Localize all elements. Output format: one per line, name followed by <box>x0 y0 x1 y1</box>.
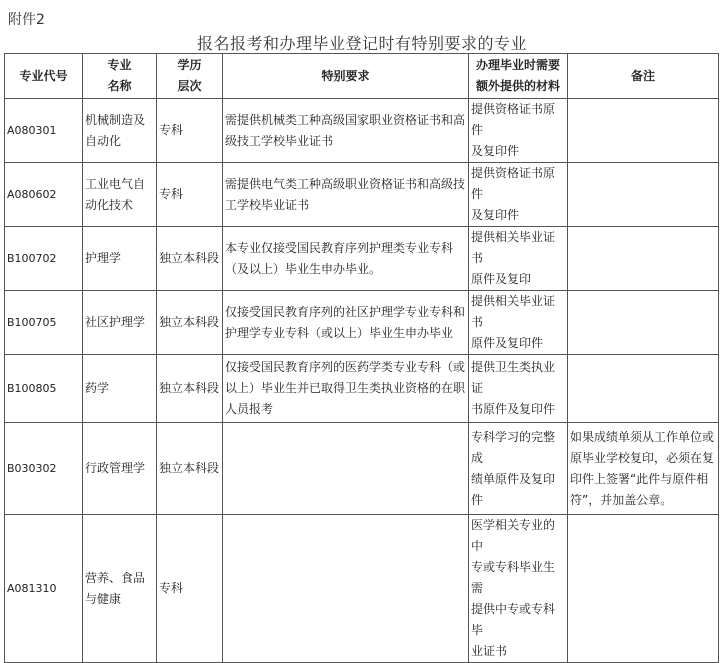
cell-materials <box>469 515 568 663</box>
remarks-text: 如果成绩单须从工作单位或 原毕业学校复印，必须在复 印件上签署“此件与原件相 符”，并加盖公章。 <box>570 429 715 507</box>
cell-level <box>157 515 223 663</box>
requirement-text: 需提供机械类工种高级国家职业资格证书和高 级技工学校毕业证书 <box>225 112 466 148</box>
materials-text: 提供资格证书原件 及复印件 <box>471 166 556 222</box>
materials-text: 提供相关毕业证书 原件及复印件 <box>471 294 556 350</box>
table-row <box>5 291 719 355</box>
level-text: 专科 <box>159 123 184 137</box>
cell-remarks <box>568 227 719 291</box>
cell-requirement <box>223 291 469 355</box>
cell-requirement <box>223 355 469 423</box>
name-text: 机械制造及 自动化 <box>85 112 146 148</box>
cell-materials <box>469 355 568 423</box>
code-text: B100705 <box>7 316 57 329</box>
name-text: 行政管理学 <box>85 461 146 475</box>
cell-level <box>157 163 223 227</box>
cell-name <box>83 163 157 227</box>
table-header-row <box>5 54 719 99</box>
header-materials <box>469 54 568 99</box>
code-text: B100702 <box>7 252 57 265</box>
code-text: A081310 <box>7 582 57 595</box>
level-text: 专科 <box>159 581 184 595</box>
cell-name <box>83 227 157 291</box>
header-level-text: 学历 层次 <box>177 58 202 93</box>
table-row <box>5 515 719 663</box>
code-text: B100805 <box>7 382 57 395</box>
cell-requirement <box>223 227 469 291</box>
header-materials-text: 办理毕业时需要 额外提供的材料 <box>475 58 560 93</box>
materials-text: 提供卫生类执业证 书原件及复印件 <box>471 360 556 416</box>
name-text: 社区护理学 <box>85 315 146 329</box>
code-text: A080602 <box>7 188 57 201</box>
attachment-label: 附件2 <box>8 12 45 28</box>
cell-code <box>5 227 83 291</box>
materials-text: 医学相关专业的中 专或专科毕业生需 提供中专或专科毕 业证书 <box>471 518 556 658</box>
table-row <box>5 163 719 227</box>
table-row <box>5 227 719 291</box>
name-text: 护理学 <box>85 251 122 265</box>
cell-requirement <box>223 515 469 663</box>
requirement-text: 本专业仅接受国民教育序列护理类专业专科 （及以上）毕业生申办毕业。 <box>225 240 454 276</box>
cell-materials <box>469 99 568 163</box>
cell-code <box>5 291 83 355</box>
level-text: 独立本科段 <box>159 315 220 329</box>
cell-name <box>83 423 157 515</box>
table-row <box>5 423 719 515</box>
cell-materials <box>469 227 568 291</box>
cell-requirement <box>223 99 469 163</box>
cell-level <box>157 291 223 355</box>
header-name-text: 专业 名称 <box>107 58 132 93</box>
header-requirement-text: 特别要求 <box>321 68 370 83</box>
cell-name <box>83 515 157 663</box>
table-row <box>5 99 719 163</box>
code-text: B030302 <box>7 462 57 475</box>
header-code-text: 专业代号 <box>19 68 68 83</box>
requirement-text: 仅接受国民教育序列的医药学类专业专科（或 以上）毕业生并已取得卫生类执业资格的在职 人员报考 <box>225 360 466 416</box>
header-requirement <box>223 54 469 99</box>
name-text: 工业电气自 动化技术 <box>85 176 146 212</box>
header-name <box>83 54 157 99</box>
materials-text: 提供相关毕业证书 原件及复印 <box>471 230 556 286</box>
cell-level <box>157 227 223 291</box>
cell-name <box>83 291 157 355</box>
materials-text: 提供资格证书原件 及复印件 <box>471 102 556 158</box>
special-majors-table <box>4 53 719 663</box>
cell-remarks <box>568 291 719 355</box>
code-text: A080301 <box>7 124 57 137</box>
header-code <box>5 54 83 99</box>
cell-name <box>83 99 157 163</box>
header-level <box>157 54 223 99</box>
cell-code <box>5 99 83 163</box>
cell-remarks <box>568 355 719 423</box>
requirement-text: 仅接受国民教育序列的社区护理学专业专科和 护理学专业专科（或以上）毕业生申办毕业 <box>225 304 466 340</box>
cell-remarks <box>568 515 719 663</box>
header-remarks <box>568 54 719 99</box>
cell-remarks <box>568 423 719 515</box>
cell-level <box>157 355 223 423</box>
cell-requirement <box>223 423 469 515</box>
cell-code <box>5 163 83 227</box>
requirement-text: 需提供电气类工种高级职业资格证书和高级技 工学校毕业证书 <box>225 176 466 212</box>
cell-name <box>83 355 157 423</box>
cell-level <box>157 423 223 515</box>
document-title: 报名报考和办理毕业登记时有特别要求的专业 <box>196 34 527 53</box>
table-row <box>5 355 719 423</box>
cell-materials <box>469 423 568 515</box>
cell-remarks <box>568 163 719 227</box>
cell-remarks <box>568 99 719 163</box>
level-text: 独立本科段 <box>159 251 220 265</box>
header-remarks-text: 备注 <box>630 68 655 83</box>
cell-materials <box>469 291 568 355</box>
cell-code <box>5 355 83 423</box>
level-text: 独立本科段 <box>159 381 220 395</box>
cell-code <box>5 423 83 515</box>
materials-text: 专科学习的完整成 绩单原件及复印件 <box>471 429 556 507</box>
cell-level <box>157 99 223 163</box>
cell-requirement <box>223 163 469 227</box>
level-text: 专科 <box>159 187 184 201</box>
level-text: 独立本科段 <box>159 461 220 475</box>
name-text: 药学 <box>85 381 110 395</box>
cell-code <box>5 515 83 663</box>
cell-materials <box>469 163 568 227</box>
name-text: 营养、食品 与健康 <box>85 570 146 606</box>
